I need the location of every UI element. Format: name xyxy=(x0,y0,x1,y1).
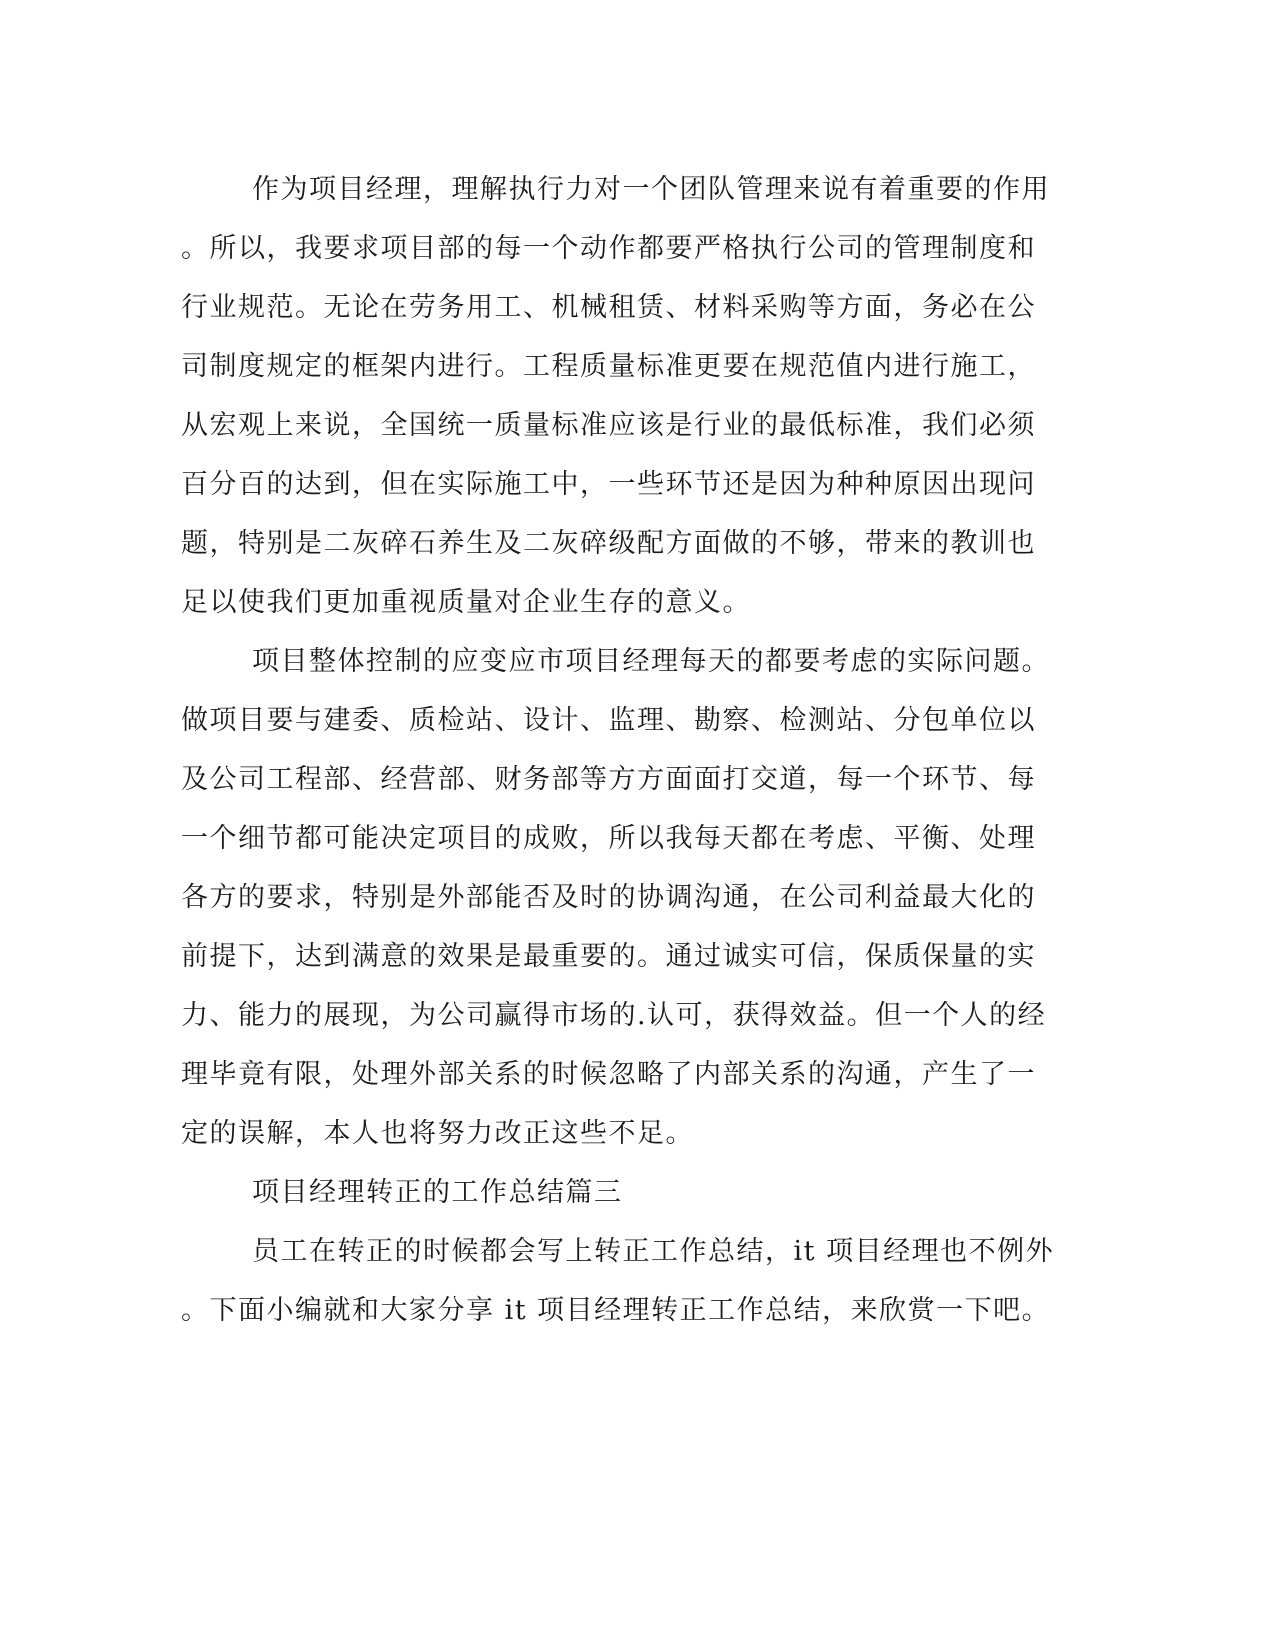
text-line: 。下面小编就和大家分享 it 项目经理转正工作总结，来欣赏一下吧。 xyxy=(181,1295,1051,1326)
paragraph-project-control xyxy=(181,632,1050,1163)
paragraph-intro xyxy=(181,1222,1055,1340)
text-line: 从宏观上来说，全国统一质量标准应该是行业的最低标准，我们必须 xyxy=(181,410,1036,441)
document-body xyxy=(181,160,1055,1340)
section-heading xyxy=(181,1163,1031,1222)
text-line: 。所以，我要求项目部的每一个动作都要严格执行公司的管理制度和 xyxy=(181,233,1036,264)
text-line: 前提下，达到满意的效果是最重要的。通过诚实可信，保质保量的实 xyxy=(181,941,1036,972)
text-line: 一个细节都可能决定项目的成败，所以我每天都在考虑、平衡、处理 xyxy=(181,823,1036,854)
text-line: 题，特别是二灰碎石养生及二灰碎级配方面做的不够，带来的教训也 xyxy=(181,528,1036,559)
text-line: 百分百的达到，但在实际施工中，一些环节还是因为种种原因出现问 xyxy=(181,469,1036,500)
text-line: 足以使我们更加重视质量对企业生存的意义。 xyxy=(181,587,751,618)
text-line: 及公司工程部、经营部、财务部等方方面面打交道，每一个环节、每 xyxy=(181,764,1036,795)
text-line: 定的误解，本人也将努力改正这些不足。 xyxy=(181,1118,694,1149)
text-line: 各方的要求，特别是外部能否及时的协调沟通，在公司利益最大化的 xyxy=(181,882,1036,913)
text-line: 理毕竟有限，处理外部关系的时候忽略了内部关系的沟通，产生了一 xyxy=(181,1059,1036,1090)
text-line: 项目整体控制的应变应市项目经理每天的都要考虑的实际问题。 xyxy=(252,646,1050,677)
section-title: 项目经理转正的工作总结篇三 xyxy=(252,1177,623,1208)
text-line: 力、能力的展现，为公司赢得市场的.认可，获得效益。但一个人的经 xyxy=(181,1000,1047,1031)
text-line: 做项目要与建委、质检站、设计、监理、勘察、检测站、分包单位以 xyxy=(181,705,1036,736)
text-line: 作为项目经理，理解执行力对一个团队管理来说有着重要的作用 xyxy=(252,174,1050,205)
text-line: 行业规范。无论在劳务用工、机械租赁、材料采购等方面，务必在公 xyxy=(181,292,1036,323)
paragraph-execution xyxy=(181,160,1050,632)
text-line: 司制度规定的框架内进行。工程质量标准更要在规范值内进行施工， xyxy=(181,351,1036,382)
text-line: 员工在转正的时候都会写上转正工作总结，it 项目经理也不例外 xyxy=(252,1236,1055,1267)
